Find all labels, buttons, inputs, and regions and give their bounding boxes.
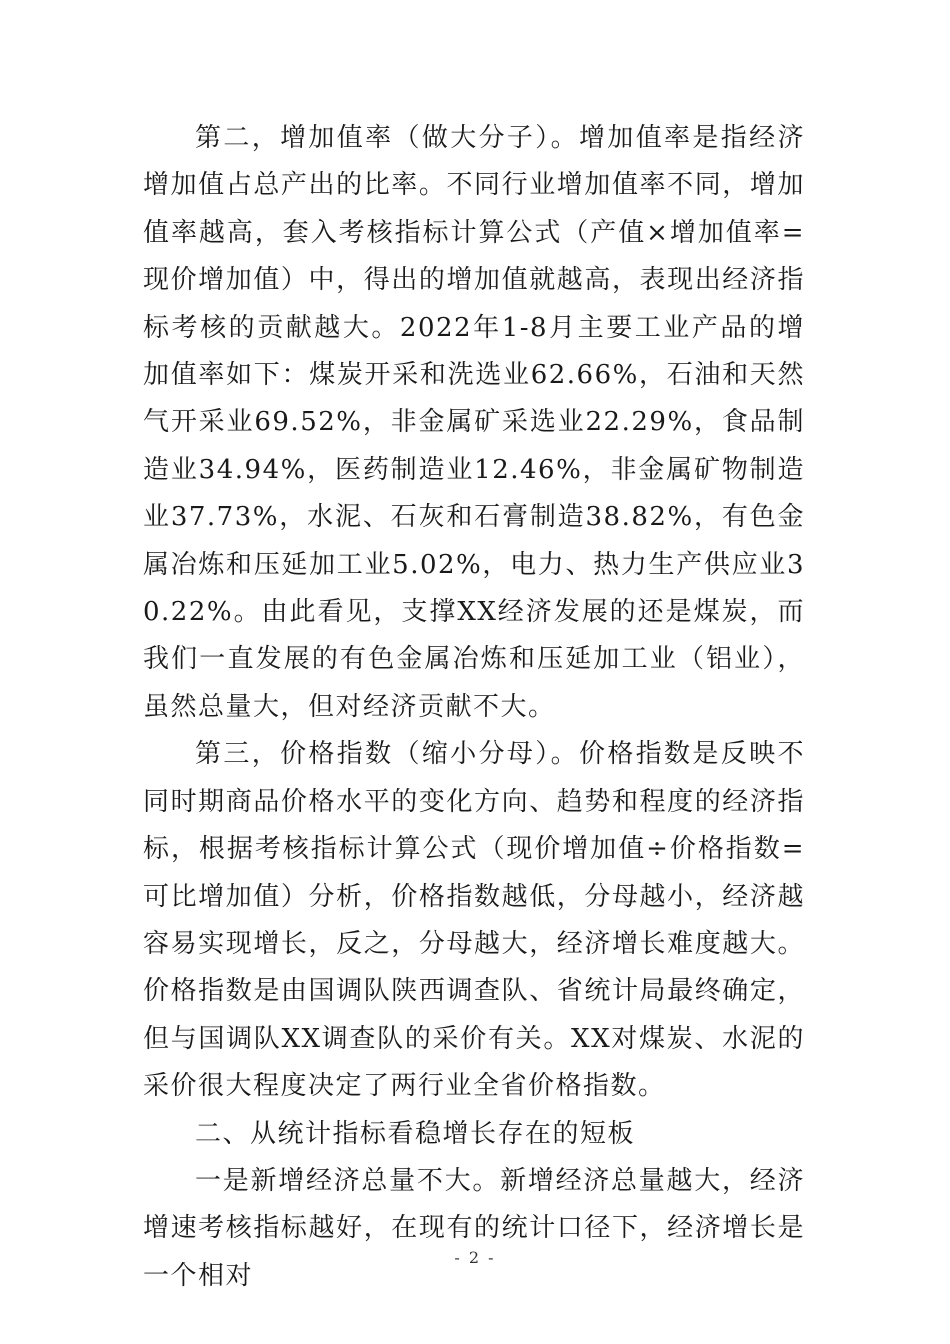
- page-number: - 2 -: [454, 1248, 496, 1267]
- paragraph-new-economic-total: 一是新增经济总量不大。新增经济总量越大，经济增速考核指标越好，在现有的统计口径下，经济增长是一个相对: [143, 1165, 805, 1291]
- paragraph-value-added-rate: 第二，增加值率（做大分子）。增加值率是指经济增加值占总产出的比率。不同行业增加值率不同，增加值率越高，套入考核指标计算公式（产值×增加值率=现价增加值）中，得出的增加值就越高，表现出经济指标考核的贡献越大。2022年1-8月主要工业产品的增加值率如下：煤炭开采和洗选业62.66%，石油和天然气开采业69.52%，非金属矿采选业22.29%，食品制造业34.94%，医药制造业12.46%，非金属矿物制造业37.73%，水泥、石灰和石膏制造38.82%，有色金属冶炼和压延加工业5.02%，电力、热力生产供应业30.22%。由此看见，支撑XX经济发展的还是煤炭，而我们一直发展的有色金属冶炼和压延加工业（铝业），虽然总量大，但对经济贡献不大。: [143, 123, 805, 722]
- document-body: [143, 115, 805, 1300]
- paragraph-price-index: 第三，价格指数（缩小分母）。价格指数是反映不同时期商品价格水平的变化方向、趋势和程度的经济指标，根据考核指标计算公式（现价增加值÷价格指数=可比增加值）分析，价格指数越低，分母越小，经济越容易实现增长，反之，分母越大，经济增长难度越大。价格指数是由国调队陕西调查队、省统计局最终确定，但与国调队XX调查队的采价有关。XX对煤炭、水泥的采价很大程度决定了两行业全省价格指数。: [143, 739, 805, 1102]
- section-heading: 二、从统计指标看稳增长存在的短板: [195, 1118, 636, 1149]
